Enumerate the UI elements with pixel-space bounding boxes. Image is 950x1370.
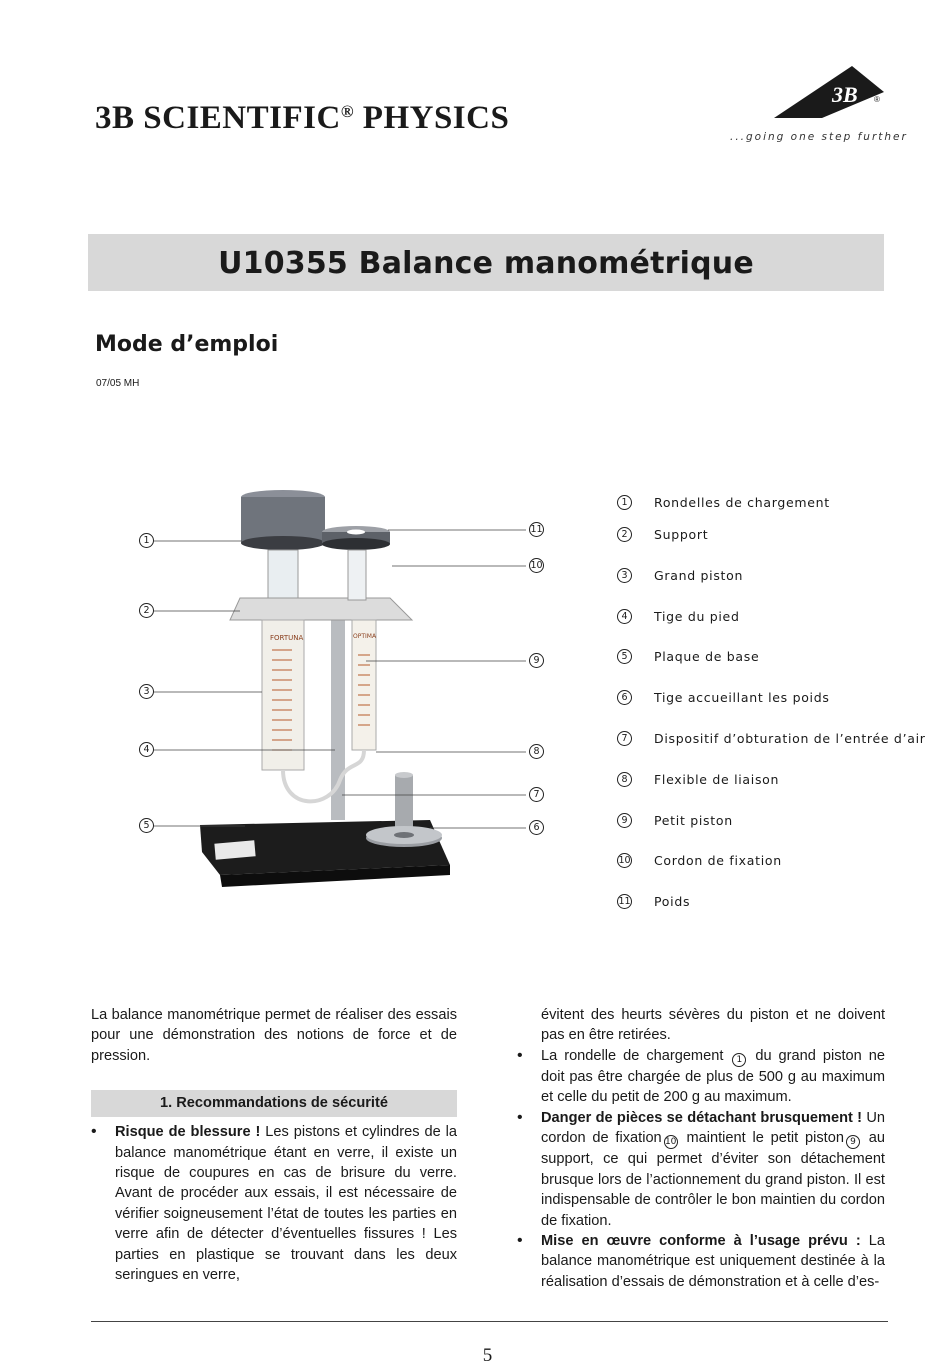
document-reference: 07/05 MH bbox=[96, 378, 140, 389]
large-piston-shape bbox=[262, 620, 304, 770]
apparatus-figure bbox=[130, 480, 560, 910]
callout-11: 11 bbox=[530, 524, 543, 535]
list-item: • Mise en œuvre conforme à l’usage prévu : La balance manométrique est uniquement destinée à la réalisation d’essais de démonstration et à celle d’es- bbox=[517, 1231, 885, 1292]
legend-item bbox=[614, 810, 733, 830]
legend-label: Rondelles de chargement bbox=[654, 494, 830, 510]
callout-6: 6 bbox=[529, 820, 544, 835]
callout-4: 4 bbox=[139, 742, 154, 757]
tagline: ...going one step further bbox=[730, 131, 908, 143]
safety-list-continued bbox=[517, 1046, 885, 1292]
inline-ref-number: 1 bbox=[732, 1053, 746, 1067]
legend-label: Support bbox=[654, 526, 709, 542]
section-heading: 1. Recommandations de sécurité bbox=[91, 1090, 457, 1117]
list-item bbox=[91, 1122, 457, 1285]
intro-paragraph: La balance manométrique permet de réaliser des essais pour une démonstration des notions de force et de pression. bbox=[91, 1007, 457, 1064]
legend-item bbox=[614, 891, 690, 911]
continuation-paragraph: évitent des heurts sévères du piston et ne doivent pas en être retirées. bbox=[541, 1007, 885, 1044]
subtitle: Mode d’emploi bbox=[95, 332, 279, 357]
callout-3: 3 bbox=[139, 684, 154, 699]
3b-logo bbox=[770, 62, 888, 120]
legend-label: Grand piston bbox=[654, 567, 744, 583]
legend-label: Dispositif d’obturation de l’entrée d’air bbox=[654, 730, 926, 746]
callout-1: 1 bbox=[139, 533, 154, 548]
legend-item bbox=[614, 565, 743, 585]
footer-rule bbox=[91, 1321, 888, 1322]
legend-number: 5 bbox=[617, 649, 632, 664]
legend-number: 2 bbox=[617, 527, 632, 542]
document-title: U10355 Balance manométrique bbox=[218, 246, 754, 281]
legend-item bbox=[614, 769, 779, 789]
legend-number: 7 bbox=[617, 731, 632, 746]
bullet-lead: Mise en œuvre conforme à l’usage prévu : bbox=[541, 1233, 861, 1250]
legend-item bbox=[614, 646, 759, 666]
legend-label: Plaque de base bbox=[654, 648, 760, 664]
legend-item bbox=[614, 728, 926, 748]
legend-item bbox=[614, 606, 740, 626]
legend-label: Tige accueillant les poids bbox=[654, 689, 830, 705]
legend-number: 10 bbox=[618, 854, 631, 866]
svg-text:OPTIMA: OPTIMA bbox=[353, 633, 377, 640]
callout-2: 2 bbox=[139, 603, 154, 618]
svg-text:®: ® bbox=[874, 95, 880, 104]
callout-10: 10 bbox=[530, 560, 543, 571]
support-bracket-shape bbox=[230, 598, 412, 620]
legend-number: 6 bbox=[617, 690, 632, 705]
legend-item bbox=[614, 850, 782, 870]
safety-list bbox=[91, 1122, 457, 1285]
legend-label: Petit piston bbox=[654, 812, 733, 828]
legend-number: 11 bbox=[618, 895, 631, 907]
legend-label: Cordon de fixation bbox=[654, 852, 782, 868]
legend-number: 1 bbox=[617, 495, 632, 510]
svg-text:3B: 3B bbox=[832, 82, 858, 107]
inline-ref-number: 10 bbox=[664, 1135, 678, 1149]
list-item: • Danger de pièces se détachant brusquement ! Un cordon de fixation 10 maintient le petit piston 9 au support, ce qui permet d’éviter son détachement brusque lors de l’actionnement du grand piston. Il est indispensable de contrôler le bon maintien du cordon de fixation. bbox=[517, 1108, 885, 1231]
legend-number: 8 bbox=[617, 772, 632, 787]
legend-label: Tige du pied bbox=[654, 608, 740, 624]
callout-8: 8 bbox=[529, 744, 544, 759]
text-column-left bbox=[91, 1005, 457, 1285]
callout-5: 5 bbox=[139, 818, 154, 833]
legend-label: Poids bbox=[654, 893, 691, 909]
legend-item bbox=[614, 524, 708, 544]
legend-number: 4 bbox=[617, 609, 632, 624]
legend-item bbox=[614, 492, 830, 512]
bullet-text: Les pistons et cylindres de la balance manométrique étant en verre, il existe un risque de coupures en cas de brisure du verre. Avant de procéder aux essais, il est nécessaire de vérifier soigneusement l’état de toutes les parties en verre afin de détecter d’éventuelles fissures ! Les parties en plastique se trouvant dans les deux seringues en verre, bbox=[115, 1124, 457, 1284]
text-column-right bbox=[517, 1005, 885, 1292]
svg-text:FORTUNA: FORTUNA bbox=[270, 634, 304, 642]
brand-title: 3B SCIENTIFIC® PHYSICS bbox=[95, 100, 510, 136]
legend-item bbox=[614, 687, 830, 707]
legend-label: Flexible de liaison bbox=[654, 771, 780, 787]
callout-9: 9 bbox=[529, 653, 544, 668]
legend-number: 9 bbox=[617, 813, 632, 828]
bullet-lead: Danger de pièces se détachant brusquement ! bbox=[541, 1109, 863, 1126]
legend-number: 3 bbox=[617, 568, 632, 583]
page-number: 5 bbox=[482, 1345, 493, 1366]
inline-ref-number: 9 bbox=[846, 1135, 860, 1149]
list-item: • La rondelle de chargement 1 du grand piston ne doit pas être chargée de plus de 500 g au maximum et celle du petit de 200 g au maximum. bbox=[517, 1046, 885, 1108]
callout-7: 7 bbox=[529, 787, 544, 802]
bullet-lead: Risque de blessure ! bbox=[115, 1124, 261, 1141]
